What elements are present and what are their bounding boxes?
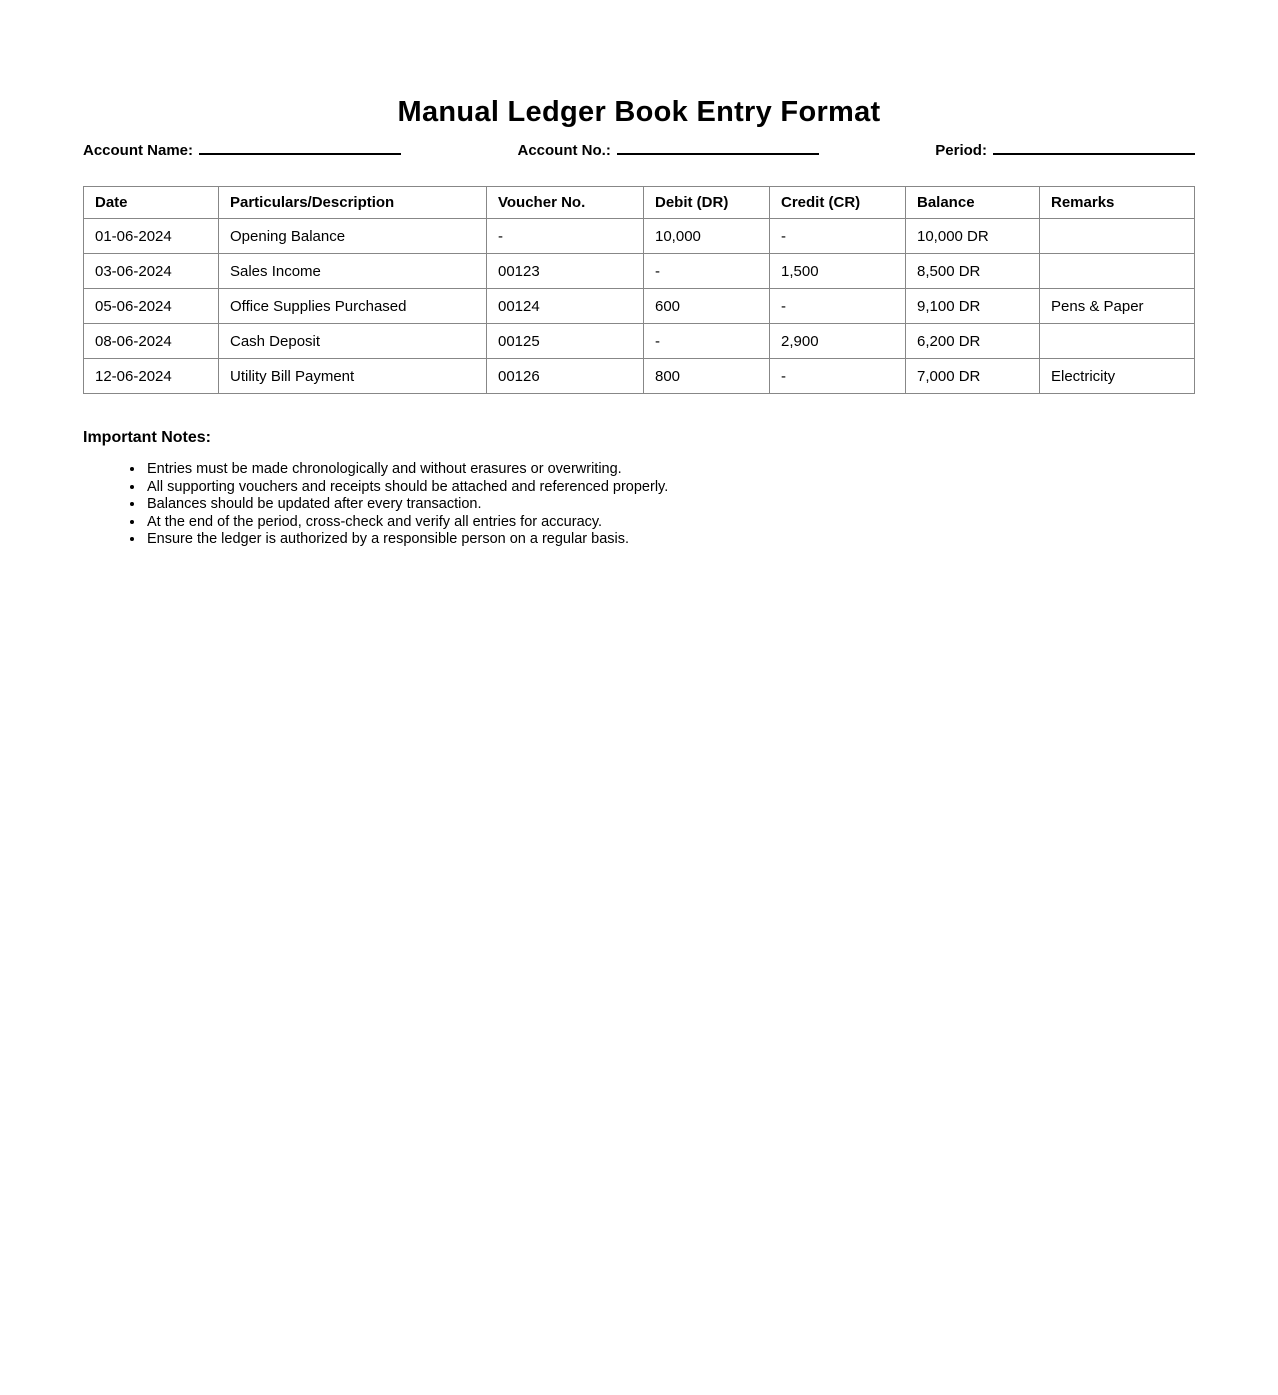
cell-balance: 10,000 DR [906,219,1040,254]
cell-voucher: 00126 [487,359,644,394]
cell-debit: - [644,324,770,359]
table-row [84,254,1195,289]
table-row [84,289,1195,324]
ledger-document [83,95,1195,549]
account-name-blank-line [199,140,401,155]
cell-particulars: Opening Balance [219,219,487,254]
cell-credit: - [770,219,906,254]
cell-balance: 6,200 DR [906,324,1040,359]
cell-credit: - [770,359,906,394]
cell-debit: - [644,254,770,289]
table-row [84,219,1195,254]
note-item: • At the end of the period, cross-check and verify all entries for accuracy. [145,514,1195,532]
cell-date: 08-06-2024 [84,324,219,359]
note-item: • All supporting vouchers and receipts should be attached and referenced properly. [145,479,1195,497]
notes-heading: Important Notes: [83,429,211,446]
cell-date: 12-06-2024 [84,359,219,394]
column-header-debit: Debit (DR) [644,187,770,219]
cell-date: 03-06-2024 [84,254,219,289]
cell-particulars: Cash Deposit [219,324,487,359]
note-item: • Balances should be updated after every transaction. [145,496,1195,514]
table-header-row [84,187,1195,219]
table-row [84,359,1195,394]
note-item: • Ensure the ledger is authorized by a responsible person on a regular basis. [145,531,1195,549]
cell-credit: - [770,289,906,324]
account-name-field [83,140,401,159]
notes-list [83,461,1195,549]
period-field [935,140,1195,159]
cell-balance: 8,500 DR [906,254,1040,289]
cell-particulars: Utility Bill Payment [219,359,487,394]
cell-voucher: 00123 [487,254,644,289]
cell-remarks [1040,219,1195,254]
column-header-voucher: Voucher No. [487,187,644,219]
cell-particulars: Sales Income [219,254,487,289]
period-blank-line [993,140,1195,155]
column-header-credit: Credit (CR) [770,187,906,219]
cell-remarks: Electricity [1040,359,1195,394]
account-name-label: Account Name: [83,142,194,159]
ledger-table [83,186,1195,394]
cell-remarks: Pens & Paper [1040,289,1195,324]
account-no-blank-line [617,140,819,155]
cell-date: 01-06-2024 [84,219,219,254]
account-no-label: Account No.: [517,142,611,159]
cell-date: 05-06-2024 [84,289,219,324]
cell-balance: 7,000 DR [906,359,1040,394]
table-row [84,324,1195,359]
cell-debit: 600 [644,289,770,324]
note-item: • Entries must be made chronologically and without erasures or overwriting. [145,461,1195,479]
page-title: Manual Ledger Book Entry Format [397,96,881,128]
cell-voucher: - [487,219,644,254]
cell-balance: 9,100 DR [906,289,1040,324]
cell-voucher: 00125 [487,324,644,359]
cell-credit: 2,900 [770,324,906,359]
cell-debit: 10,000 [644,219,770,254]
period-label: Period: [935,142,987,159]
cell-remarks [1040,324,1195,359]
cell-remarks [1040,254,1195,289]
cell-particulars: Office Supplies Purchased [219,289,487,324]
column-header-date: Date [84,187,219,219]
column-header-remarks: Remarks [1040,187,1195,219]
column-header-balance: Balance [906,187,1040,219]
cell-voucher: 00124 [487,289,644,324]
header-fields-row [83,140,1195,159]
cell-credit: 1,500 [770,254,906,289]
column-header-particulars: Particulars/Description [219,187,487,219]
cell-debit: 800 [644,359,770,394]
account-no-field [518,140,819,159]
